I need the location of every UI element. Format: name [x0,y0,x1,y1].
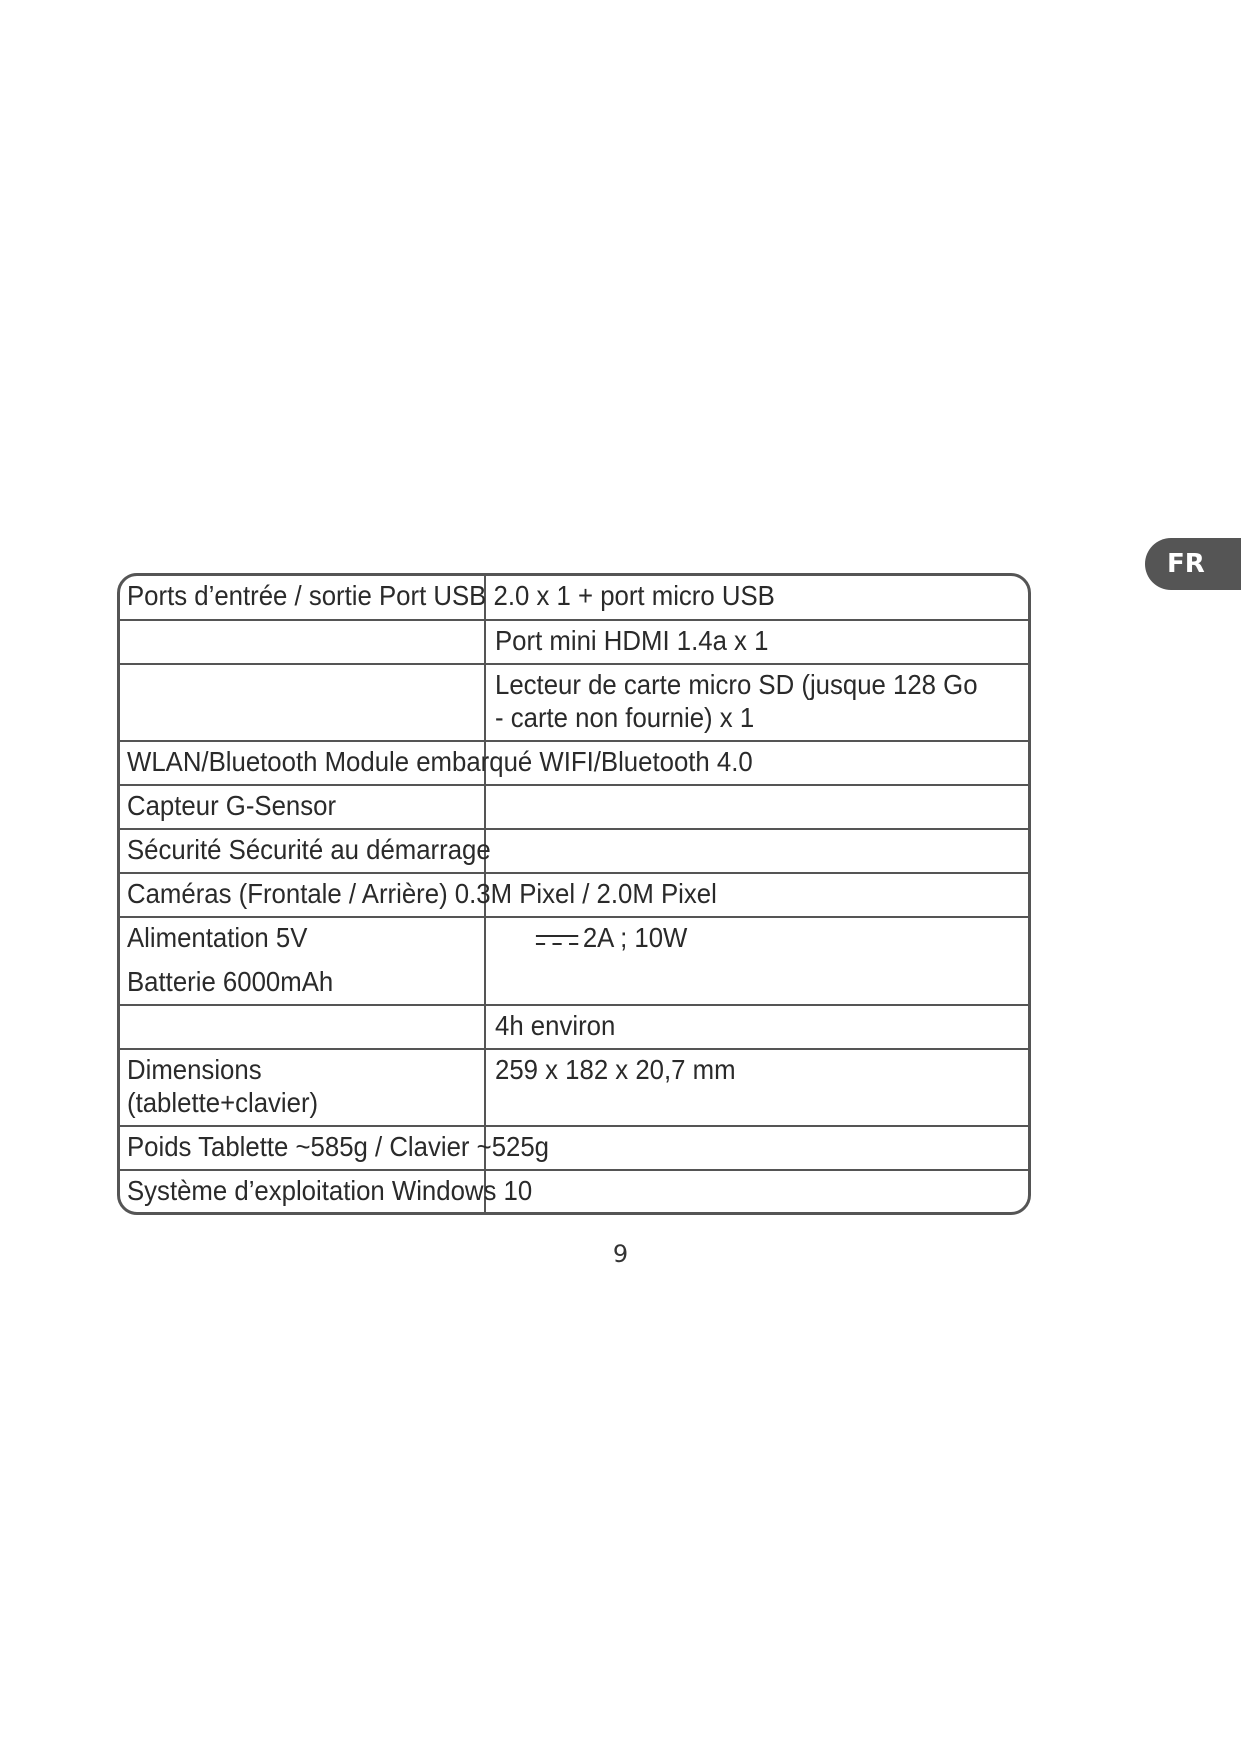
spec-table [117,573,1031,1215]
spec-sd-card-line2: - carte non fournie) x 1 [495,702,755,733]
spec-power-value-wrap [535,921,687,954]
spec-row-wlan [120,740,1028,784]
spec-dimensions-label-line1: Dimensions [127,1054,262,1085]
spec-row-ports [120,576,1028,619]
spec-wlan: WLAN/Bluetooth Module embarqué WIFI/Bluetooth 4.0 [127,746,753,777]
language-tab-label: FR [1167,549,1205,579]
spec-row-sd-card [120,663,1028,740]
column-divider [484,786,486,828]
column-divider [484,1050,486,1125]
spec-row-power-battery [120,916,1028,1004]
column-divider [484,1006,486,1048]
spec-power-label: Alimentation 5V [127,922,308,953]
spec-sensor: Capteur G-Sensor [127,790,337,821]
spec-row-weight [120,1125,1028,1169]
spec-security: Sécurité Sécurité au démarrage [127,834,491,865]
direct-current-icon [535,932,579,948]
column-divider [484,621,486,663]
spec-dimensions-value: 259 x 182 x 20,7 mm [495,1054,736,1085]
spec-row-dimensions [120,1048,1028,1125]
spec-row-cameras [120,872,1028,916]
spec-sd-card-line1: Lecteur de carte micro SD (jusque 128 Go [495,669,978,700]
column-divider [484,918,486,1004]
language-tab [1145,538,1241,590]
spec-row-security [120,828,1028,872]
spec-row-autonomy [120,1004,1028,1048]
spec-battery-label: Batterie 6000mAh [127,966,334,997]
spec-cameras: Caméras (Frontale / Arrière) 0.3M Pixel / 2.0M Pixel [127,878,717,909]
spec-ports: Ports d’entrée / sortie Port USB 2.0 x 1 + port micro USB [127,580,775,611]
page-number: 9 [612,1240,629,1268]
column-divider [484,665,486,740]
spec-row-hdmi [120,619,1028,663]
spec-row-sensor [120,784,1028,828]
spec-row-os [120,1169,1028,1212]
spec-autonomy: 4h environ [495,1010,616,1041]
spec-power-value: 2A ; 10W [582,922,688,953]
spec-os: Système d’exploitation Windows 10 [127,1175,533,1206]
spec-hdmi: Port mini HDMI 1.4a x 1 [495,625,769,656]
spec-weight: Poids Tablette ~585g / Clavier ~525g [127,1131,550,1162]
spec-dimensions-label-line2: (tablette+clavier) [127,1087,319,1118]
